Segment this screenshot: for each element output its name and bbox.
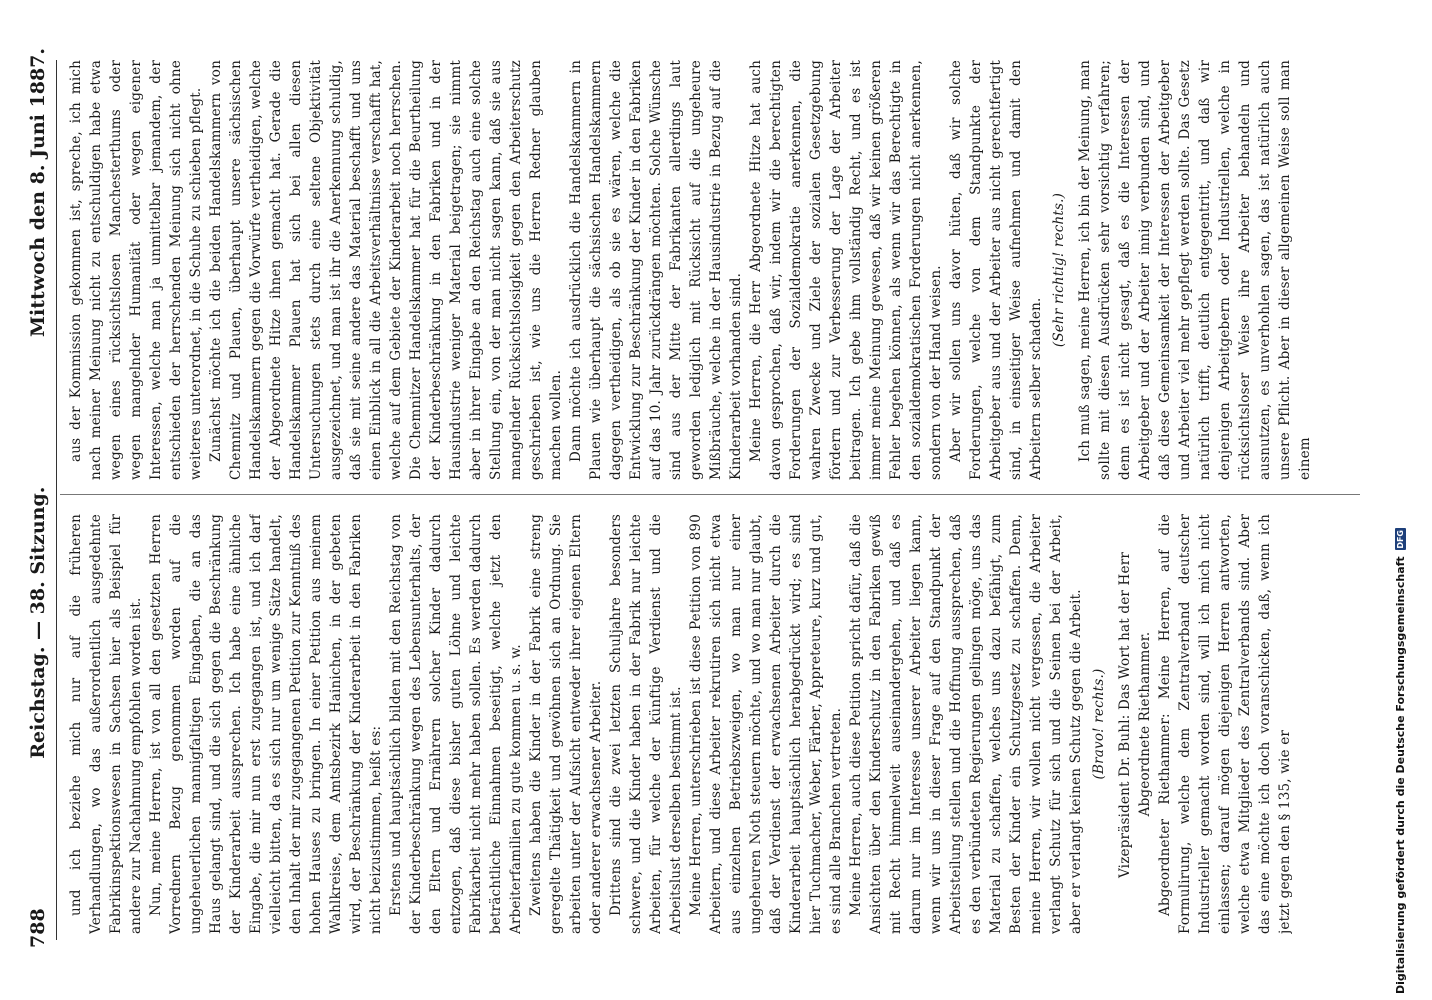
paragraph: Meine Herren, auch diese Petition spricht dafür, daß die Ansichten über den Kinderschutz in den Fabriken gewiß mit Recht himmelweit auseinandergehen, und daß es darum nur im Interesse unserer Arbeiter liegen kann, wenn wir uns in dieser Frage auf den Standpunkt der Arbeitsteilung stellen und die Hoffnung aussprechen, daß es den verbündeten Regierungen gelingen möge, uns das Material zu schaffen, welches uns dazu befähigt, zum Besten der Kinder ein Schutzgesetz zu schaffen. Denn, meine Herren, wir wollen nicht vergessen, die Arbeiter verlangt Schutz für sich und die Seinen bei der Arbeit, aber er verlangt keinen Schutz gegen die Arbeit.	[848, 514, 1084, 934]
paragraph: Meine Herren, unterschrieben ist diese Petition von 890 Arbeitern, und diese Arbeiter rekrutiren sich nicht etwa aus einzelnen Betriebszweigen, wo man nur einer ungeheuren Noth steuern möchte, und wo man nur glaubt, daß der Verdienst der erwachsenen Arbeiter durch die Kinderarbeit hauptsächlich herabgedrückt wird; es sind hier Tuchmacher, Weber, Färber, Appreteure, kurz und gut, es sind alle Branchen vertreten.	[688, 514, 844, 934]
speaker-line: Vizepräsident Dr. Buhl: Das Wort hat der Herr Abgeordnete Riethammer.	[1117, 551, 1153, 879]
footer-text: Digitalisierung gefördert durch die Deutsche Forschungsgemeinschaft	[1393, 556, 1407, 994]
header-rule	[56, 60, 57, 940]
left-column	[66, 514, 1356, 934]
applause-note: (Bravo! rechts.)	[1091, 668, 1107, 780]
column-divider	[60, 494, 1360, 495]
page-number: 788	[27, 908, 49, 948]
dfg-logo-icon: DFG	[1395, 530, 1405, 549]
paragraph: Abgeordneter Riethammer: Meine Herren, auf die Formulirung, welche dem Zentralverband deutscher Industrieller gemacht worden sind, will ich mich nicht einlassen; darauf mögen diejenigen Herren antworten, welche etwa Mitglieder des Zentralverbands sind. Aber das eine möchte ich doch voranschicken, daß, wenn ich jetzt gegen den § 135, wie er	[1157, 514, 1293, 934]
paragraph: Aber wir sollen uns davor hüten, daß wir solche Forderungen, welche von dem Standpunkte der Arbeitgeber aus und der Arbeiter aus nicht gerechtfertigt sind, in einseitiger Weise aufnehmen und damit den Arbeitern selber schaden.	[948, 60, 1044, 480]
paragraph: Zunächst möchte ich die beiden Handelskammern von Chemnitz und Plauen, überhaupt unsere sächsischen Handelskammern gegen die Vorwürfe vertheidigen, welche der Abgeordnete Hitze ihnen gemacht hat. Gerade die Handelskammer Plauen hat sich bei allen diesen Untersuchungen stets durch eine seltene Objektivität ausgezeichnet, und man ist ihr die Anerkennung schuldig, daß sie mit seine andere das Material beschafft und uns einen Einblick in all die Arbeitsverhältnisse verschafft hat, welche auf dem Gebiete der Kinderarbeit noch herrschen. Die Chemnitzer Handelskammer hat für die Beurtheilung der Kinderbeschränkung in den Fabriken und in der Hausindustrie weniger Material beigetragen; sie nimmt aber in ihrer Eingabe an den Reichstag auch eine solche Stellung ein, von der man nicht sagen kann, daß sie aus mangelnder Rücksichtslosigkeit gegen den Arbeiterschutz geschrieben ist, wie uns die Herren Redner glauben machen wollen.	[208, 60, 564, 480]
header-title: Reichstag. — 38. Sitzung.	[27, 486, 49, 759]
paragraph: Nun, meine Herren, ist von all den gesetzten Herren Vorrednern Bezug genommen worden auf die ungeheuerlichen mannigfaltigen Eingaben, die an das Haus gelangt sind, und die sich gegen die Beschränkung der Kinderarbeit aussprechen. Ich habe eine ähnliche Eingabe, die mir nun erst zugegangen ist, und ich darf vielleicht bitten, da es sich nur um wenige Sätze handelt, den Inhalt der mir zugegangenen Petition zur Kenntniß des hohen Hauses zu bringen. In einer Petition aus meinem Wahlkreise, dem Amtsbezirk Hainichen, in der gebeten wird, der Beschränkung der Kinderarbeit in den Fabriken nicht beizustimmen, heißt es:	[148, 514, 384, 934]
header-date: Mittwoch den 8. Juni 1887.	[27, 48, 49, 338]
paragraph: Drittens sind die zwei letzten Schuljahre besonders schwere, und die Kinder haben in der Fabrik nur leichte Arbeiten, für welche der künftige Verdienst und die Arbeitslust derselben bestimmt ist.	[608, 514, 684, 934]
paragraph: Ich muß sagen, meine Herren, ich bin der Meinung, man sollte mit diesen Ausdrücken sehr vorsichtig verfahren; denn es ist nicht gesagt, daß es die Interessen der Arbeitgeber und der Arbeiter innig verbunden sind, und daß diese Gemeinsamkeit der Interessen der Arbeitgeber und Arbeiter viel mehr gepflegt werden sollte. Das Gesetz natürlich trifft, deutlich entgegentritt, und daß wir denjenigen Arbeitgebern oder Industriellen, welche in rücksichtsloser Weise ihre Arbeiter behandeln und ausnutzen, es unverhohlen sagen, das ist natürlich auch unsere Pflicht. Aber in dieser allgemeinen Weise soll man einem	[1077, 60, 1313, 480]
paragraph: Zweitens haben die Kinder in der Fabrik eine streng geregelte Thätigkeit und gewöhnen sich an Ordnung. Sie arbeiten unter der Aufsicht entweder ihrer eigenen Eltern oder anderer erwachsener Arbeiter.	[528, 514, 604, 934]
paragraph: Meine Herren, die Herr Abgeordnete Hitze hat auch davon gesprochen, daß wir, indem wir die berechtigten Forderungen der Sozialdemokratie anerkennen, die wahren Zwecke und Ziele der sozialen Gesetzgebung fördern und zur Verbesserung der Lage der Arbeiter beitragen. Ich gebe ihm vollständig Recht, und es ist immer meine Meinung gewesen, daß wir keinen größeren Fehler begehen können, als wenn wir das Berechtigte in den sozialdemokratischen Forderungen nicht anerkennen, sondern von der Hand weisen.	[748, 60, 944, 480]
applause-note: (Sehr richtig! rechts.)	[1051, 192, 1067, 348]
digitization-footer	[1388, 0, 1412, 1000]
paragraph: Erstens und hauptsächlich bilden mit den Reichstag von der Kinderbeschränkung wegen des Lebensunterhalts, der den Eltern und Ernährern solcher Kinder dadurch entzogen, daß diese bisher guten Löhne und leichte Fabrikarbeit nicht mehr haben sollen. Es werden dadurch beträchtliche Einnahmen beseitigt, welche jetzt den Arbeiterfamilien zu gute kommen u. s. w.	[388, 514, 524, 934]
paragraph: und ich beziehe mich nur auf die früheren Verhandlungen, wo das außerordentlich ausgedehnte Fabrikinspektionswesen in Sachsen hier als Beispiel für andere zur Nachahmung empfohlen worden ist.	[68, 514, 144, 934]
paragraph: aus der Kommission gekommen ist, spreche, ich mich nach meiner Meinung nicht zu entschuldigen habe etwa wegen eines rücksichtslosen Manchesterthums oder wegen mangelnder Humanität oder wegen eigener Interessen, welche man ja unmittelbar jemandem, der entschieden der herrschenden Meinung sich nicht ohne weiteres unterordnet, in die Schuhe zu schieben pflegt.	[68, 60, 204, 480]
paragraph: Dann möchte ich ausdrücklich die Handelskammern in Plauen wie überhaupt die sächsischen Handelskammern dagegen vertheidigen, als ob sie es wären, welche die Entwicklung zur Beschränkung der Kinder in den Fabriken auf das 10. Jahr zurückdrängen möchten. Solche Wünsche sind aus der Mitte der Fabrikanten allerdings laut geworden lediglich mit Rücksicht auf die ungeheure Mißbräuche, welche in der Hausindustrie in Bezug auf die Kinderarbeit vorhanden sind.	[568, 60, 744, 480]
right-column	[66, 60, 1356, 480]
page-header	[18, 48, 58, 948]
